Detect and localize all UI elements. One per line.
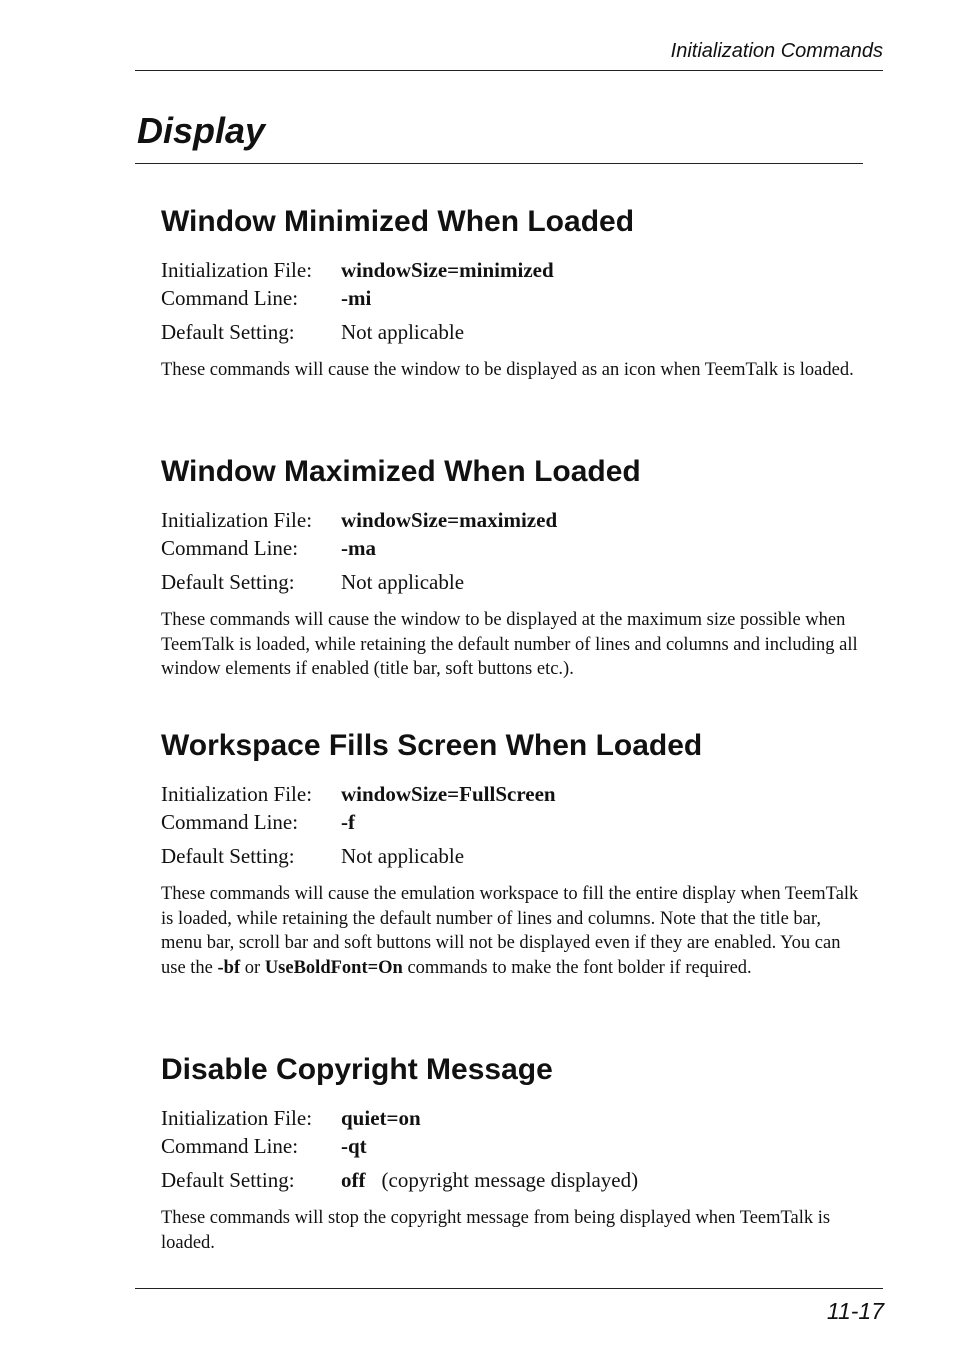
command-line-value: -mi xyxy=(341,286,372,310)
section-title: Workspace Fills Screen When Loaded xyxy=(161,729,703,762)
chapter-title: Display xyxy=(137,110,266,151)
command-line-row xyxy=(161,284,861,312)
default-setting-label: Default Setting: xyxy=(161,570,295,594)
default-setting-label: Default Setting: xyxy=(161,844,295,868)
header-rule xyxy=(135,70,883,71)
section-description: These commands will stop the copyright message from being displayed when TeemTalk is loaded. xyxy=(161,1208,831,1253)
default-setting-label: Default Setting: xyxy=(161,320,295,344)
init-file-value: windowSize=maximized xyxy=(341,508,558,532)
init-file-row xyxy=(161,256,861,284)
command-line-label: Command Line: xyxy=(161,810,299,834)
description-text: or xyxy=(240,957,265,978)
init-file-value: windowSize=minimized xyxy=(341,258,554,282)
default-setting-row xyxy=(161,568,861,596)
default-setting-value: Not applicable xyxy=(341,570,465,594)
page-number: 11-17 xyxy=(826,1298,884,1324)
parameter-list xyxy=(161,256,861,346)
command-line-label: Command Line: xyxy=(161,536,299,560)
section-title: Disable Copyright Message xyxy=(161,1053,553,1086)
description-text: These commands will cause the emulation workspace to fill the entire display when TeemTalk is loaded, while retaining the default number of lines and columns. Note that the title bar, menu bar, scroll bar and soft buttons will not be displayed even if they are enabled. You can use the xyxy=(161,884,859,978)
default-setting-value: Not applicable xyxy=(341,844,465,868)
parameter-list xyxy=(161,1104,861,1194)
section-description xyxy=(161,882,861,980)
command-line-label: Command Line: xyxy=(161,1134,299,1158)
parameter-list xyxy=(161,506,861,596)
section-title: Window Minimized When Loaded xyxy=(161,205,635,238)
section-workspace-fills-screen xyxy=(161,728,861,999)
section-window-minimized xyxy=(161,204,861,401)
init-file-value: quiet=on xyxy=(341,1106,421,1130)
section-description: These commands will cause the window to be displayed at the maximum size possible when TeemTalk is loaded, while retaining the default number of lines and columns and including all window elements if enabled (title bar, soft buttons etc.). xyxy=(161,610,858,679)
command-line-row xyxy=(161,1132,861,1160)
default-setting-row xyxy=(161,1166,861,1194)
command-line-value: -ma xyxy=(341,536,376,560)
command-line-row xyxy=(161,534,861,562)
section-disable-copyright xyxy=(161,1052,861,1274)
init-file-row xyxy=(161,506,861,534)
init-file-label: Initialization File: xyxy=(161,1106,313,1130)
command-line-value: -f xyxy=(341,810,355,834)
default-setting-value: off xyxy=(341,1168,366,1192)
footer-rule xyxy=(135,1288,883,1289)
default-setting-label: Default Setting: xyxy=(161,1168,295,1192)
default-setting-row xyxy=(161,842,861,870)
section-window-maximized xyxy=(161,454,861,700)
init-file-row xyxy=(161,780,861,808)
parameter-list xyxy=(161,780,861,870)
init-file-row xyxy=(161,1104,861,1132)
init-file-label: Initialization File: xyxy=(161,508,313,532)
command-reference: UseBoldFont=On xyxy=(264,957,403,978)
init-file-label: Initialization File: xyxy=(161,258,313,282)
command-line-value: -qt xyxy=(341,1134,367,1158)
command-line-label: Command Line: xyxy=(161,286,299,310)
running-header: Initialization Commands xyxy=(670,40,883,62)
init-file-label: Initialization File: xyxy=(161,782,313,806)
section-title: Window Maximized When Loaded xyxy=(161,455,641,488)
default-setting-note: (copyright message displayed) xyxy=(381,1168,639,1192)
description-text: commands to make the font bolder if required. xyxy=(402,957,752,978)
command-reference: -bf xyxy=(217,957,241,978)
init-file-value: windowSize=FullScreen xyxy=(341,782,556,806)
command-line-row xyxy=(161,808,861,836)
chapter-rule xyxy=(135,163,863,164)
section-description: These commands will cause the window to be displayed as an icon when TeemTalk is loaded. xyxy=(161,360,854,380)
default-setting-row xyxy=(161,318,861,346)
default-setting-value: Not applicable xyxy=(341,320,465,344)
